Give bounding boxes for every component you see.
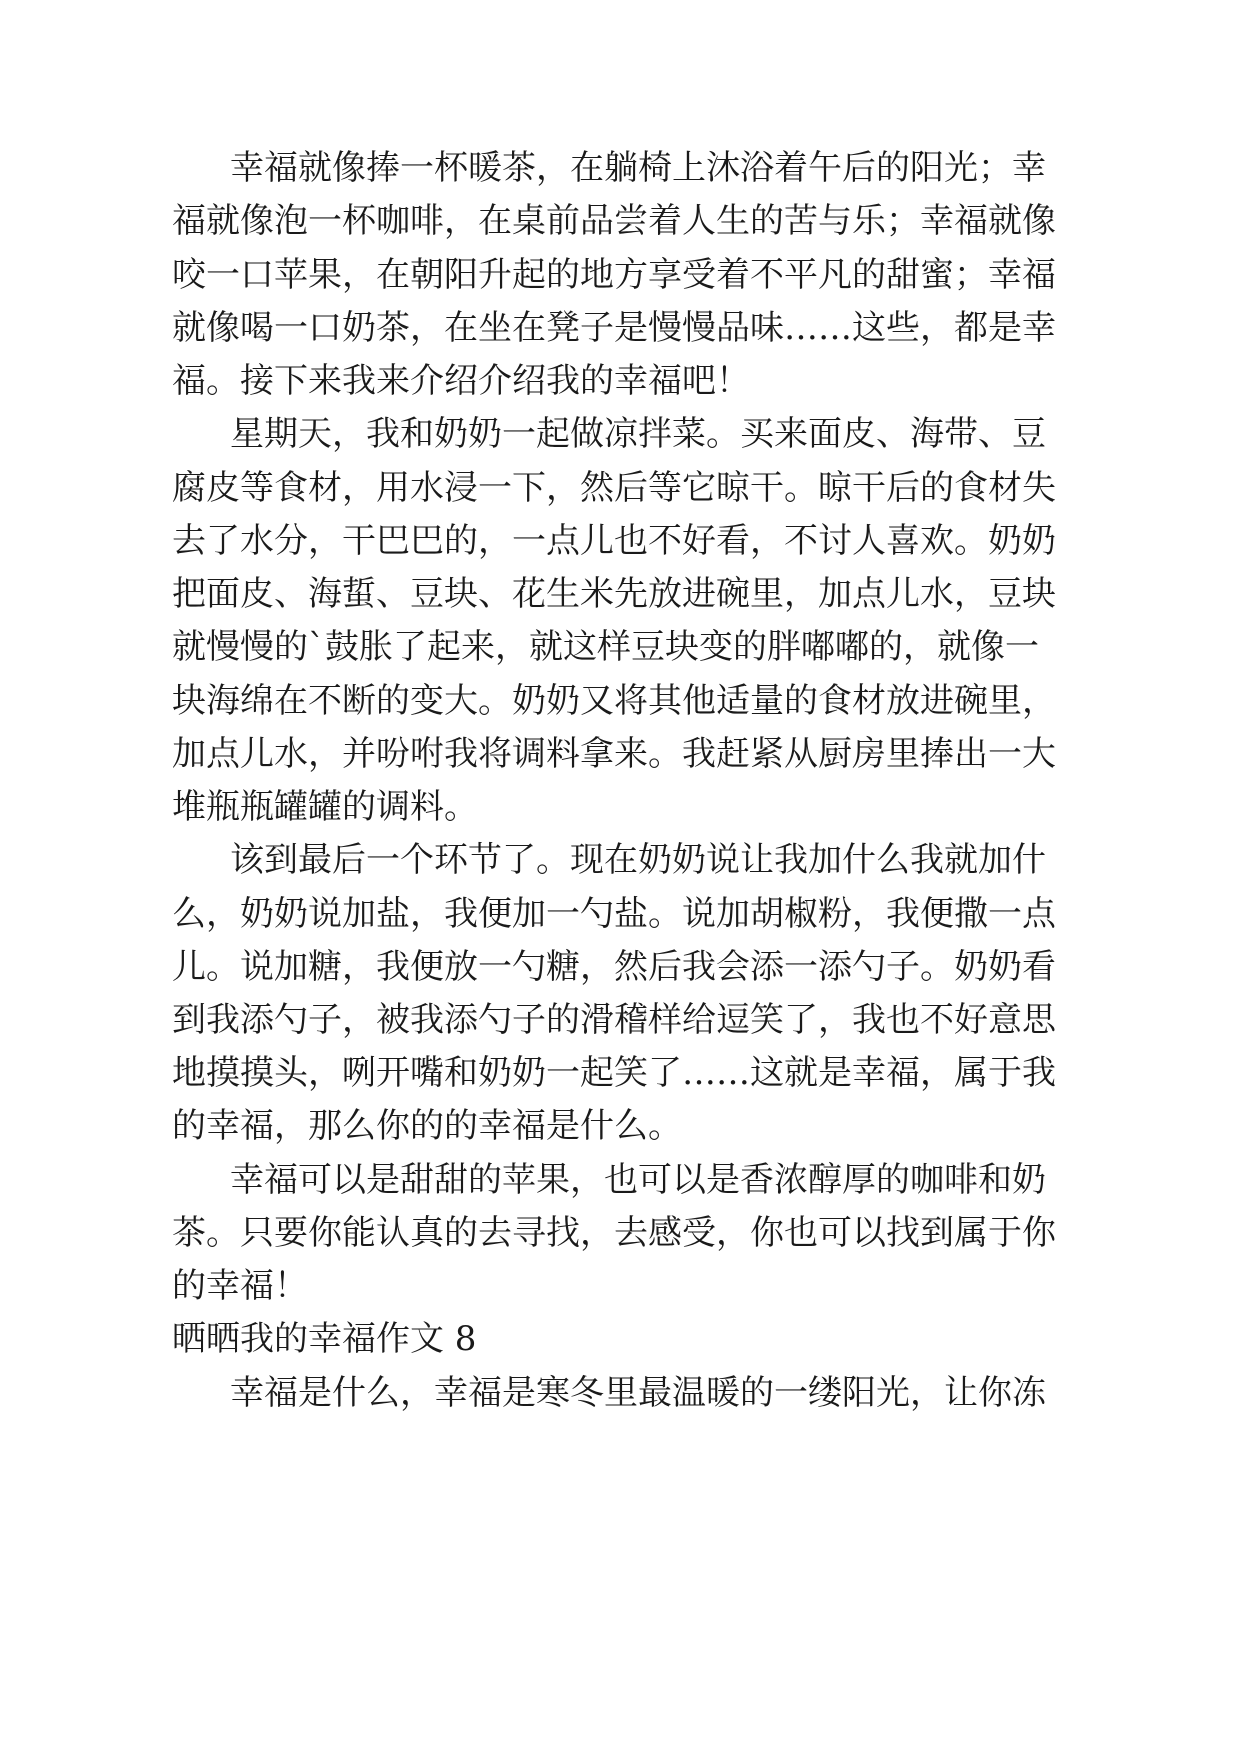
paragraph-1-line-4: 就像喝一口奶茶，在坐在凳子是慢慢品味……这些，都是幸 — [172, 308, 1056, 348]
paragraph-2-line-2: 腐皮等食材，用水浸一下，然后等它晾干。晾干后的食材失 — [172, 468, 1056, 508]
section-heading: 晒晒我的幸福作文 8 — [172, 1319, 477, 1359]
paragraph-4-line-2: 茶。只要你能认真的去寻找，去感受，你也可以找到属于你 — [172, 1213, 1056, 1253]
paragraph-2-line-1: 星期天，我和奶奶一起做凉拌菜。买来面皮、海带、豆 — [230, 414, 1046, 454]
paragraph-3-line-1: 该到最后一个环节了。现在奶奶说让我加什么我就加什 — [230, 840, 1046, 880]
paragraph-4-line-3: 的幸福！ — [172, 1266, 308, 1306]
paragraph-3-line-4: 到我添勺子，被我添勺子的滑稽样给逗笑了，我也不好意思 — [172, 1000, 1056, 1040]
paragraph-1-line-2: 福就像泡一杯咖啡，在桌前品尝着人生的苦与乐；幸福就像 — [172, 201, 1056, 241]
paragraph-2-line-8: 堆瓶瓶罐罐的调料。 — [172, 787, 478, 827]
paragraph-3-line-6: 的幸福，那么你的的幸福是什么。 — [172, 1106, 682, 1146]
paragraph-2-line-4: 把面皮、海蜇、豆块、花生米先放进碗里，加点儿水，豆块 — [172, 574, 1056, 614]
paragraph-2-line-6: 块海绵在不断的变大。奶奶又将其他适量的食材放进碗里， — [172, 681, 1056, 721]
paragraph-2-line-7: 加点儿水，并吩咐我将调料拿来。我赶紧从厨房里捧出一大 — [172, 734, 1056, 774]
paragraph-2-line-5: 就慢慢的`鼓胀了起来，就这样豆块变的胖嘟嘟的，就像一 — [172, 627, 1039, 667]
paragraph-2-line-3: 去了水分，干巴巴的，一点儿也不好看，不讨人喜欢。奶奶 — [172, 521, 1056, 561]
paragraph-3-line-5: 地摸摸头，咧开嘴和奶奶一起笑了……这就是幸福，属于我 — [172, 1053, 1056, 1093]
paragraph-1-line-1: 幸福就像捧一杯暖茶，在躺椅上沐浴着午后的阳光；幸 — [230, 148, 1046, 188]
paragraph-5-line-1: 幸福是什么，幸福是寒冬里最温暖的一缕阳光，让你冻 — [230, 1373, 1046, 1413]
paragraph-1-line-3: 咬一口苹果，在朝阳升起的地方享受着不平凡的甜蜜；幸福 — [172, 255, 1056, 295]
paragraph-4-line-1: 幸福可以是甜甜的苹果，也可以是香浓醇厚的咖啡和奶 — [230, 1160, 1046, 1200]
paragraph-3-line-3: 儿。说加糖，我便放一勺糖，然后我会添一添勺子。奶奶看 — [172, 947, 1056, 987]
paragraph-1-line-5: 福。接下来我来介绍介绍我的幸福吧！ — [172, 361, 750, 401]
paragraph-3-line-2: 么，奶奶说加盐，我便加一勺盐。说加胡椒粉，我便撒一点 — [172, 894, 1056, 934]
